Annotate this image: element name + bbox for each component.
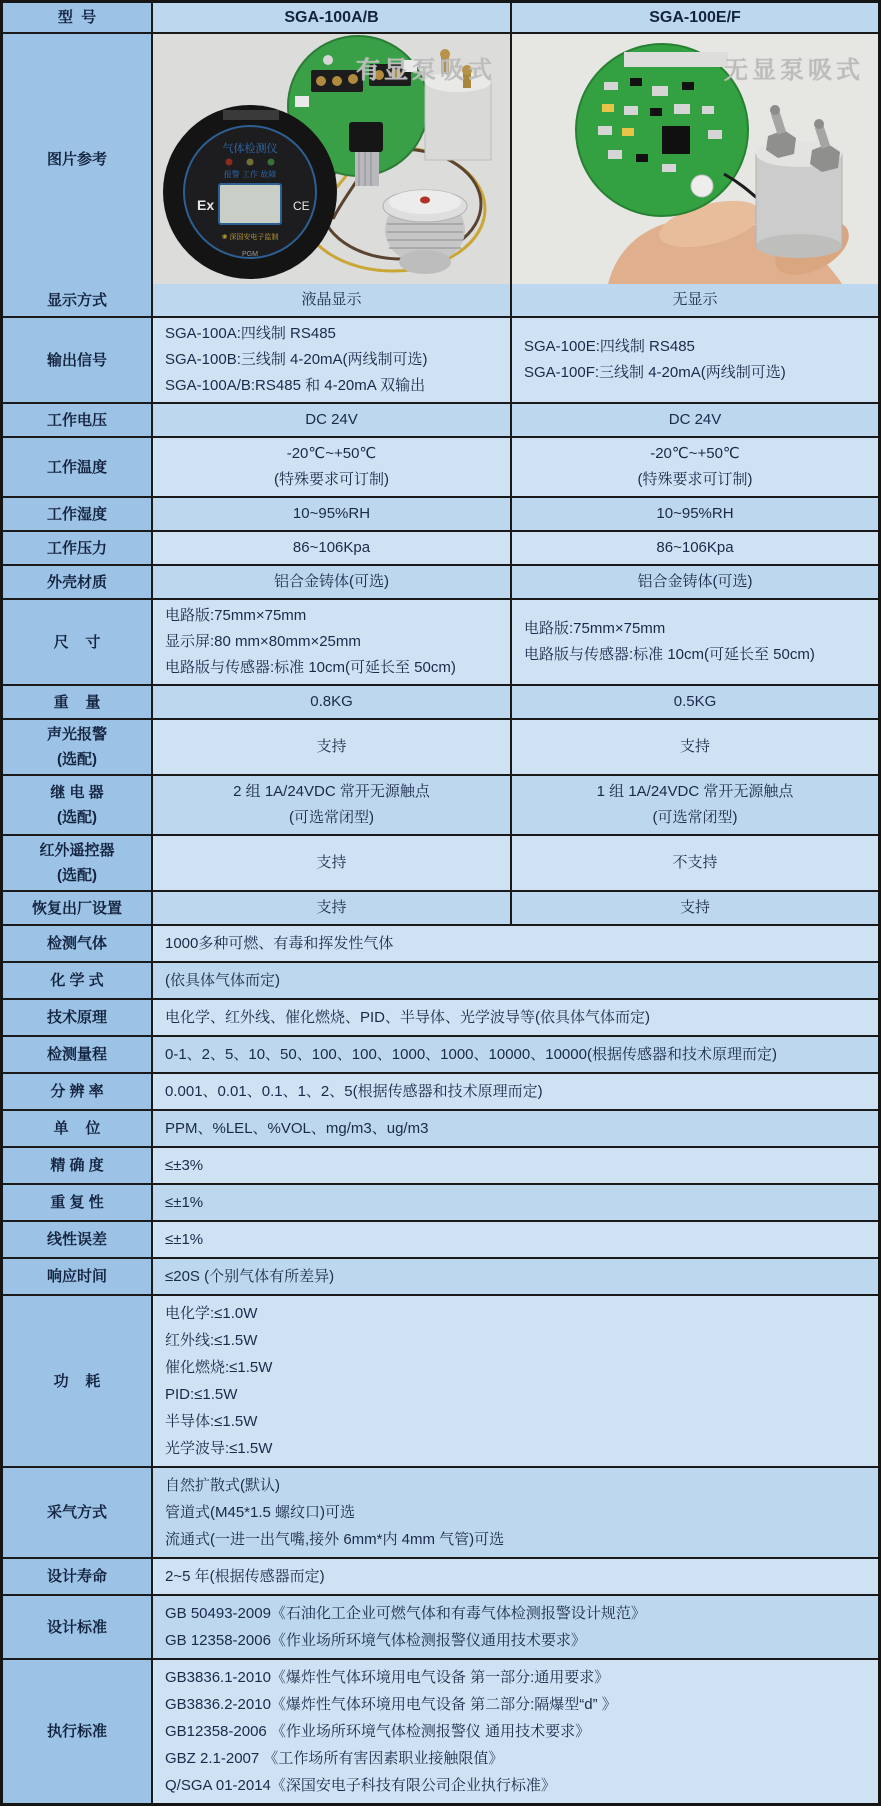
row-label: [3, 1185, 153, 1220]
row-label-line: (选配): [57, 751, 97, 768]
row-label: [3, 1148, 153, 1183]
spec-row: [3, 284, 878, 316]
row-label-line: 采气方式: [46, 1504, 107, 1521]
cell-value-model-ef: [510, 318, 878, 402]
cell-value-line: 电路版:75mm×75mm: [524, 620, 666, 637]
row-label-line: 继 电 器: [50, 784, 104, 801]
cell-value-line: -20℃~+50℃: [286, 445, 377, 462]
cell-value-line: SGA-100E:四线制 RS485: [524, 338, 695, 355]
cell-value-full-span: [153, 926, 878, 961]
spec-row: [3, 1594, 878, 1658]
cell-value-line: 铝合金铸体(可选): [637, 573, 753, 590]
cell-value-line: 流通式(一进一出气嘴,接外 6mm*内 4mm 气管)可选: [165, 1531, 505, 1548]
spec-row: [3, 316, 878, 402]
cell-value-model-ab: [153, 566, 510, 598]
row-label: [3, 720, 153, 774]
svg-text:报警 工作 故障: 报警 工作 故障: [223, 170, 277, 179]
row-label-line: 功 耗: [53, 1372, 101, 1390]
row-label-line: 声光报警: [46, 726, 107, 743]
svg-text:CE: CE: [293, 199, 310, 213]
cell-value-line: 自然扩散式(默认): [165, 1477, 280, 1494]
watermark-pump-type-b: 无显泵吸式: [724, 57, 864, 84]
cell-value-model-ab: [153, 532, 510, 564]
cell-value-model-ef: [510, 284, 878, 316]
cell-value-line: ≤20S (个别气体有所差异): [165, 1268, 335, 1285]
spec-row: [3, 1146, 878, 1183]
cell-value-model-ab: [153, 600, 510, 684]
spec-row: [3, 1466, 878, 1557]
cell-value-full-span: [153, 1296, 878, 1466]
row-label-line: 重 复 性: [50, 1194, 104, 1211]
spec-row: [3, 564, 878, 598]
row-label-line: 恢复出厂设置: [31, 899, 122, 917]
row-label-line: 显示方式: [46, 291, 107, 309]
image-reference-row: [3, 32, 878, 284]
cell-value-full-span: [153, 1000, 878, 1035]
cell-value-line: GB3836.2-2010《爆炸性气体环境用电气设备 第二部分:隔爆型“d” 》: [165, 1696, 617, 1713]
cell-value-line: ≤±3%: [165, 1157, 204, 1174]
cell-value-full-span: [153, 1074, 878, 1109]
spec-row: [3, 961, 878, 998]
row-label: [3, 1111, 153, 1146]
cell-value-line: 铝合金铸体(可选): [274, 573, 389, 590]
row-label: [3, 566, 153, 598]
spec-row: [3, 1109, 878, 1146]
cell-value-line: ≤±1%: [165, 1194, 204, 1211]
cell-value-line: (依具体气体而定): [165, 972, 280, 989]
row-label-line: 工作湿度: [46, 505, 107, 523]
cell-value-model-ef: [510, 836, 878, 890]
row-label-line: 响应时间: [46, 1268, 107, 1285]
spec-row: [3, 1658, 878, 1803]
row-label: [3, 600, 153, 684]
row-label: [3, 438, 153, 496]
cell-value-line: 1000多种可燃、有毒和挥发性气体: [165, 935, 394, 952]
svg-text:气体检测仪: 气体检测仪: [222, 143, 278, 155]
spec-row: [3, 402, 878, 436]
row-label: [3, 1660, 153, 1803]
cell-value-line: DC 24V: [305, 411, 358, 428]
row-label-line: 红外遥控器: [39, 842, 115, 859]
cell-value-line: 电化学:≤1.0W: [165, 1305, 258, 1322]
cell-value-line: 86~106Kpa: [292, 539, 371, 556]
cell-value-line: SGA-100B:三线制 4-20mA(两线制可选): [165, 351, 428, 368]
row-label-line: 设计标准: [46, 1618, 107, 1636]
spec-row: [3, 496, 878, 530]
row-label: [3, 318, 153, 402]
row-label-line: 技术原理: [46, 1009, 107, 1026]
spec-rows-container: [3, 284, 878, 1803]
row-label-line: 工作压力: [46, 539, 107, 557]
spec-row: [3, 598, 878, 684]
cell-value-line: (特殊要求可订制): [274, 471, 389, 488]
row-label-line: 工作电压: [46, 411, 107, 429]
cell-value-line: 支持: [316, 738, 347, 755]
cell-value-line: GB 50493-2009《石油化工企业可燃气体和有毒气体检测报警设计规范》: [165, 1605, 646, 1622]
spec-row: [3, 1072, 878, 1109]
cell-value-line: 0.001、0.01、0.1、1、2、5(根据传感器和技术原理而定): [165, 1083, 543, 1100]
spec-row: [3, 924, 878, 961]
row-label: [3, 1559, 153, 1594]
cell-value-model-ab: [153, 498, 510, 530]
cell-value-line: SGA-100A/B:RS485 和 4-20mA 双输出: [165, 377, 426, 394]
cell-value-line: SGA-100A:四线制 RS485: [165, 325, 336, 342]
row-label-line: 分 辨 率: [50, 1083, 104, 1100]
cell-value-model-ab: [153, 686, 510, 718]
row-label: [3, 1000, 153, 1035]
svg-text:Ex: Ex: [197, 197, 215, 213]
cell-value-line: Q/SGA 01-2014《深国安电子科技有限公司企业执行标准》: [165, 1777, 556, 1794]
row-label: [3, 963, 153, 998]
row-label-line: 精 确 度: [50, 1157, 104, 1174]
row-label: [3, 1468, 153, 1557]
cell-value-line: 无显示: [672, 291, 718, 308]
cell-value-model-ef: [510, 720, 878, 774]
cell-value-model-ef: [510, 532, 878, 564]
cell-value-line: 光学波导:≤1.5W: [165, 1440, 273, 1457]
row-label-line: 化 学 式: [50, 972, 104, 989]
cell-value-full-span: [153, 1468, 878, 1557]
watermark-pump-type-a: 有显泵吸式: [356, 57, 496, 84]
row-label-line: 重 量: [53, 693, 101, 711]
cell-value-full-span: [153, 1596, 878, 1658]
cell-value-line: 电路版与传感器:标准 10cm(可延长至 50cm): [165, 659, 456, 676]
spec-row: [3, 684, 878, 718]
table-header-row: [3, 3, 878, 32]
cell-value-line: 催化燃烧:≤1.5W: [165, 1359, 273, 1376]
cell-value-line: GBZ 2.1-2007 《工作场所有害因素职业接触限值》: [165, 1750, 504, 1767]
cell-value-line: 0-1、2、5、10、50、100、100、1000、1000、10000、10000(根据传感器和技术原理而定): [165, 1046, 777, 1063]
spec-row: [3, 1557, 878, 1594]
cell-value-model-ef: [510, 686, 878, 718]
cell-value-line: 86~106Kpa: [656, 539, 734, 556]
cell-value-model-ef: [510, 438, 878, 496]
spec-row: [3, 1035, 878, 1072]
cell-value-model-ab: [153, 892, 510, 924]
cell-value-line: 红外线:≤1.5W: [165, 1332, 258, 1349]
cell-value-line: 0.8KG: [310, 693, 353, 710]
cell-value-line: 支持: [679, 738, 710, 755]
cell-value-model-ab: [153, 836, 510, 890]
row-label: [3, 836, 153, 890]
cell-value-line: 不支持: [672, 854, 718, 871]
spec-row: [3, 774, 878, 834]
row-label: [3, 498, 153, 530]
row-label-line: 线性误差: [46, 1231, 107, 1248]
row-label: [3, 1074, 153, 1109]
cell-value-model-ab: [153, 318, 510, 402]
col-header-sga-100ab: SGA-100A/B: [153, 3, 510, 32]
cell-value-model-ab: [153, 776, 510, 834]
cell-value-line: PID:≤1.5W: [165, 1386, 238, 1403]
cell-value-line: 支持: [316, 899, 347, 916]
cell-value-line: 0.5KG: [673, 693, 717, 710]
cell-value-line: 支持: [316, 854, 347, 871]
spec-row: [3, 890, 878, 924]
cell-value-line: (特殊要求可订制): [637, 471, 753, 488]
cell-value-model-ef: [510, 498, 878, 530]
cell-value-line: ≤±1%: [165, 1231, 204, 1248]
cell-value-model-ef: [510, 600, 878, 684]
row-label-line: 输出信号: [46, 351, 107, 369]
cell-value-line: (可选常闭型): [289, 809, 374, 826]
spec-row: [3, 436, 878, 496]
spec-row: [3, 1294, 878, 1466]
cell-value-line: SGA-100F:三线制 4-20mA(两线制可选): [524, 364, 786, 381]
row-label-image-reference: 图片参考: [3, 34, 153, 284]
cell-value-full-span: [153, 963, 878, 998]
cell-value-model-ef: [510, 566, 878, 598]
cell-value-line: (可选常闭型): [652, 809, 738, 826]
col-header-sga-100ef: SGA-100E/F: [510, 3, 878, 32]
cell-value-line: 显示屏:80 mm×80mm×25mm: [165, 633, 361, 650]
cell-value-line: PPM、%LEL、%VOL、mg/m3、ug/m3: [165, 1120, 429, 1137]
cell-value-line: 液晶显示: [301, 291, 362, 308]
cell-value-full-span: [153, 1259, 878, 1294]
cell-value-line: GB3836.1-2010《爆炸性气体环境用电气设备 第一部分:通用要求》: [165, 1669, 610, 1686]
row-label: [3, 532, 153, 564]
cell-value-line: 1 组 1A/24VDC 常开无源触点: [596, 783, 794, 800]
cell-value-full-span: [153, 1559, 878, 1594]
row-label: [3, 686, 153, 718]
cell-value-line: 2 组 1A/24VDC 常开无源触点: [233, 783, 430, 800]
row-label: [3, 1596, 153, 1658]
cell-value-model-ab: [153, 404, 510, 436]
cell-value-full-span: [153, 1660, 878, 1803]
cell-value-line: 电路版与传感器:标准 10cm(可延长至 50cm): [524, 646, 815, 663]
cell-value-line: 2~5 年(根据传感器而定): [165, 1568, 325, 1585]
row-label-line: (选配): [57, 867, 97, 884]
row-label: [3, 1296, 153, 1466]
row-label: [3, 1259, 153, 1294]
cell-value-line: 半导体:≤1.5W: [165, 1413, 258, 1430]
row-label-line: 单 位: [53, 1120, 101, 1137]
col-header-model: 型 号: [3, 3, 153, 32]
cell-value-line: GB12358-2006 《作业场所环境气体检测报警仪 通用技术要求》: [165, 1723, 591, 1740]
spec-row: [3, 530, 878, 564]
row-label-line: 设计寿命: [46, 1568, 107, 1585]
spec-row: [3, 998, 878, 1035]
product-photo-sga-100ef: [510, 34, 878, 284]
row-label-line: 工作温度: [46, 458, 107, 476]
spec-row: [3, 718, 878, 774]
cell-value-line: -20℃~+50℃: [650, 445, 740, 462]
cell-value-line: 支持: [679, 899, 710, 916]
cell-value-line: GB 12358-2006《作业场所环境气体检测报警仪通用技术要求》: [165, 1632, 586, 1649]
cell-value-model-ab: [153, 284, 510, 316]
cell-value-full-span: [153, 1148, 878, 1183]
spec-row: [3, 1183, 878, 1220]
row-label-line: (选配): [57, 809, 97, 826]
row-label: [3, 776, 153, 834]
row-label: [3, 1037, 153, 1072]
spec-row: [3, 1257, 878, 1294]
svg-text:PGM: PGM: [242, 251, 258, 258]
cell-value-full-span: [153, 1111, 878, 1146]
cell-value-line: 电路版:75mm×75mm: [165, 607, 307, 624]
row-label-line: 外壳材质: [46, 573, 107, 591]
row-label: [3, 926, 153, 961]
row-label-line: 检测量程: [46, 1046, 107, 1063]
cell-value-model-ab: [153, 438, 510, 496]
row-label: [3, 892, 153, 924]
cell-value-model-ef: [510, 404, 878, 436]
spec-row: [3, 1220, 878, 1257]
row-label-line: 尺 寸: [53, 633, 101, 651]
cell-value-line: DC 24V: [668, 411, 722, 428]
row-label-line: 检测气体: [46, 935, 107, 952]
cell-value-line: 10~95%RH: [292, 505, 371, 522]
cell-value-line: 管道式(M45*1.5 螺纹口)可选: [165, 1504, 356, 1521]
product-photo-sga-100ab: [153, 34, 510, 284]
cell-value-model-ab: [153, 720, 510, 774]
svg-text:❀ 深国安电子监制: ❀ 深国安电子监制: [221, 234, 279, 241]
cell-value-line: 10~95%RH: [656, 505, 734, 522]
cell-value-full-span: [153, 1222, 878, 1257]
row-label: [3, 284, 153, 316]
cell-value-line: 电化学、红外线、催化燃烧、PID、半导体、光学波导等(依具体气体而定): [165, 1009, 650, 1026]
row-label: [3, 1222, 153, 1257]
spec-row: [3, 834, 878, 890]
cell-value-model-ef: [510, 892, 878, 924]
row-label-line: 执行标准: [46, 1723, 107, 1740]
cell-value-full-span: [153, 1037, 878, 1072]
cell-value-model-ef: [510, 776, 878, 834]
row-label: [3, 404, 153, 436]
cell-value-full-span: [153, 1185, 878, 1220]
